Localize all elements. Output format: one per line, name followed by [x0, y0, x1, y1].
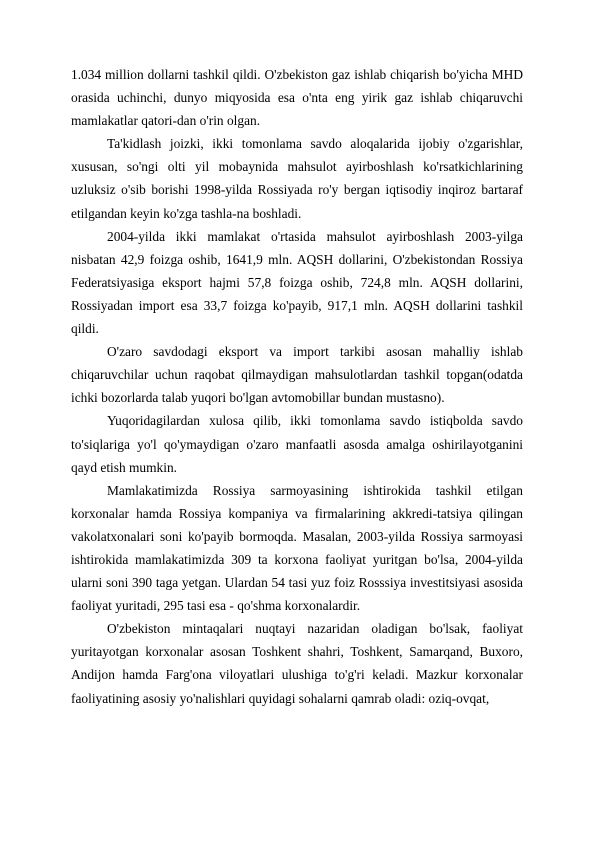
paragraph-export-import-structure: O'zaro savdodagi eksport va import tarkibi asosan mahalliy ishlab chiqaruvchilar uchun raqobat qilmaydigan mahsulotlardan tashkil topgan(odatda ichki bozorlarda talab yuqori bo'lgan avtomobillar bundan mustasno). [71, 344, 523, 406]
document-page [71, 63, 523, 710]
paragraph-russian-investment: Mamlakatimizda Rossiya sarmoyasining ishtirokida tashkil etilgan korxonalar hamda Rossiya kompaniya va firmalarining akkredi-tatsiya qilingan vakolatxonalari soni ko'payib bormoqda. Masalan, 2003-yilda Rossiya sarmoyasi ishtirokida mamlakatimizda 309 ta korxona faoliyat yuritgan bo'lsa, 2004-yilda ularni soni 390 taga yetgan. Ulardan 54 tasi yuz foiz Rosssiya investitsiyasi asosida faoliyat yuritadi, 295 tasi esa - qo'shma korxonalardir. [71, 482, 523, 614]
paragraph-trade-2004: 2004-yilda ikki mamlakat o'rtasida mahsulot ayirboshlash 2003-yilga nisbatan 42,9 foizga oshib, 1641,9 mln. AQSH dollarini, O'zbekistondan Rossiya Federatsiyasiga eksport hajmi 57,8 foizga oshib, 724,8 mln. AQSH dollarini, Rossiyadan import esa 33,7 foizga ko'payib, 917,1 mln. AQSH dollarini tashkil qildi. [71, 228, 523, 337]
paragraph-trade-changes: Ta'kidlash joizki, ikki tomonlama savdo aloqalarida ijobiy o'zgarishlar, xususan, so'ngi olti yil mobaynida mahsulot ayirboshlash ko'rsatkichlarining uzluksiz o'sib borishi 1998-yilda Rossiyada ro'y bergan iqtisodiy inqiroz bartaraf etilgandan keyin ko'zga tashla-na boshladi. [71, 136, 523, 221]
paragraph-conclusion: Yuqoridagilardan xulosa qilib, ikki tomonlama savdo istiqbolda savdo to'siqlariga yo'l qo'ymaydigan o'zaro manfaatli asosda amalga oshirilayotganini qayd etish mumkin. [71, 413, 523, 475]
paragraph-gas-production: 1.034 million dollarni tashkil qildi. O'zbekiston gaz ishlab chiqarish bo'yicha MHD orasida uchinchi, dunyo miqyosida esa o'nta eng yirik gaz ishlab chiqaruvchi mamlakatlar qatori-dan o'rin olgan. [71, 67, 523, 129]
paragraph-regions: O'zbekiston mintaqalari nuqtayi nazaridan oladigan bo'lsak, faoliyat yuritayotgan korxonalar asosan Toshkent shahri, Toshkent, Samarqand, Buxoro, Andijon hamda Farg'ona viloyatlari ulushiga to'g'ri keladi. Mazkur korxonalar faoliyatining asosiy yo'nalishlari quyidagi sohalarni qamrab oladi: oziq-ovqat, [71, 621, 523, 706]
